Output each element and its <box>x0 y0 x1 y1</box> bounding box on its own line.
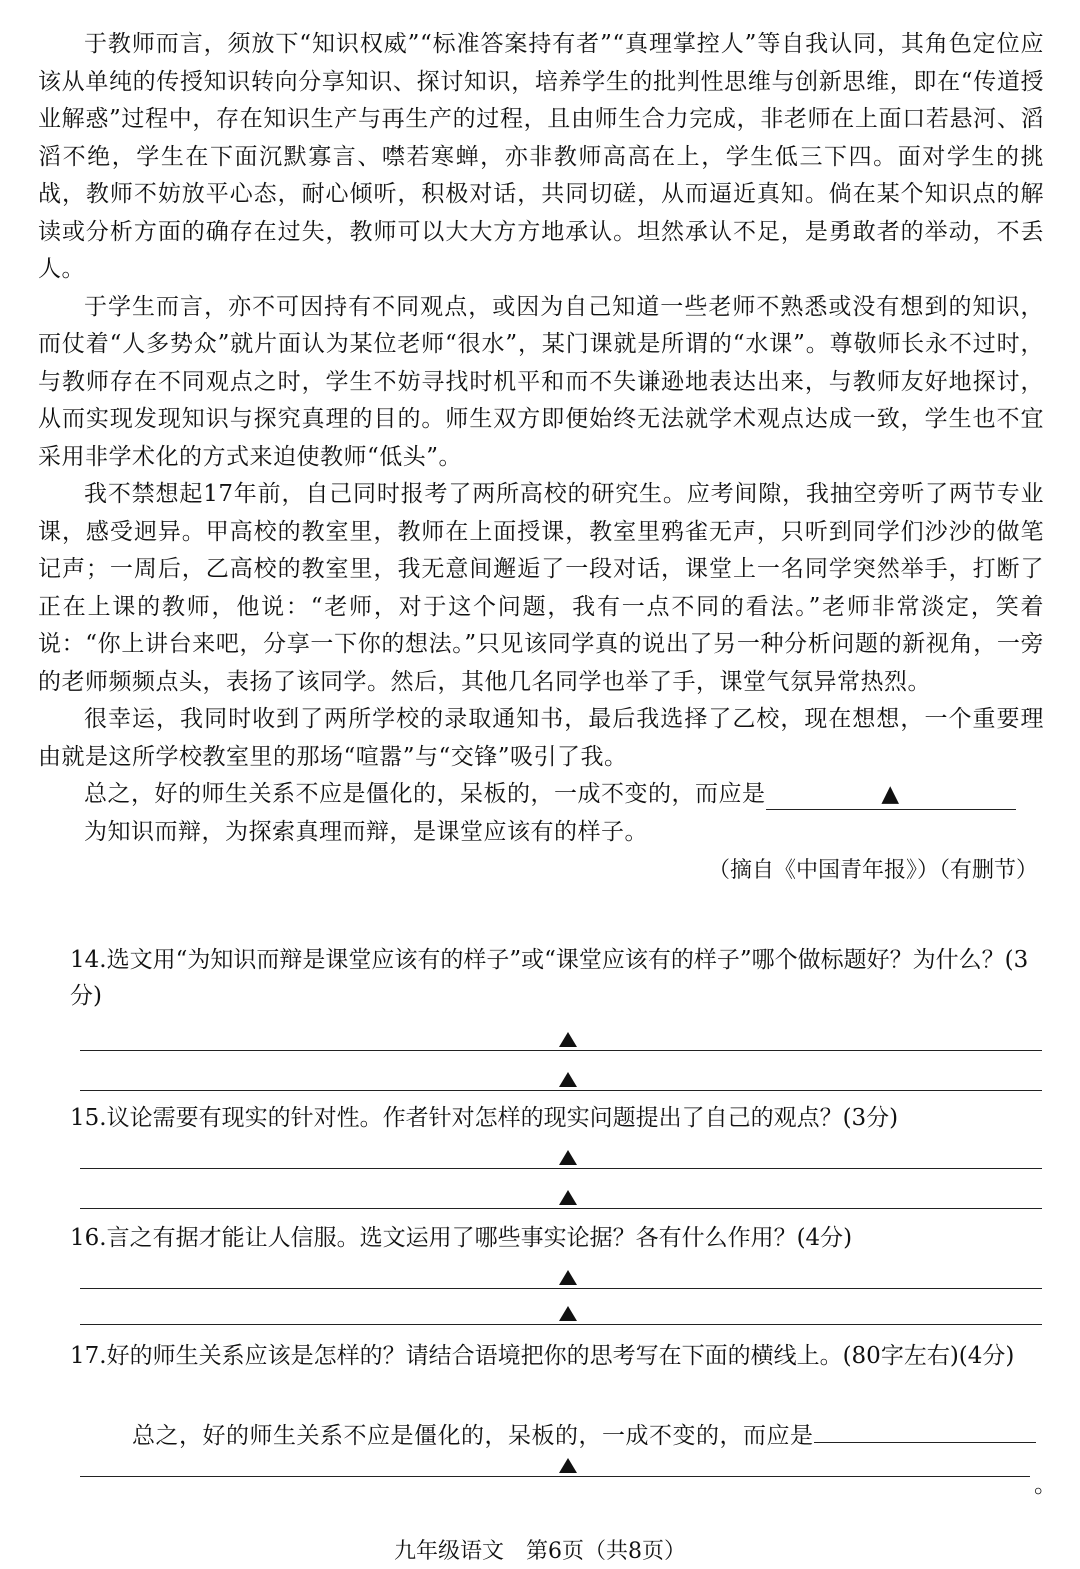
answer-triangle-icon <box>559 1270 577 1285</box>
question-15-number: 15. <box>70 1105 107 1131</box>
question-15-prompt: 议论需要有现实的针对性。作者针对怎样的现实问题提出了自己的观点？(3分) <box>106 1105 899 1131</box>
passage-closing-line: 为知识而辩，为探索真理而辩，是课堂应该有的样子。 <box>84 818 648 845</box>
answer-line-14a[interactable] <box>80 1050 1042 1051</box>
answer-line-14b[interactable] <box>80 1090 1042 1091</box>
conclusion-blank[interactable] <box>766 779 1016 810</box>
question-17-prompt: 好的师生关系应该是怎样的？请结合语境把你的思考写在下面的横线上。(80字左右)(4分) <box>106 1343 1015 1369</box>
question-15-text <box>70 1100 1045 1136</box>
question-14-text <box>70 942 1045 1014</box>
question-14-prompt: 选文用“为知识而辩是课堂应该有的样子”或“课堂应该有的样子”哪个做标题好？为什么？(3分) <box>70 947 1029 1009</box>
question-14 <box>70 942 1045 1014</box>
passage-paragraph-4: 很幸运，我同时收到了两所学校的录取通知书，最后我选择了乙校，现在想想，一个重要理由就是这所学校教室里的那场“喧嚣”与“交锋”吸引了我。 <box>38 706 1044 770</box>
question-15 <box>70 1100 1045 1136</box>
question-17-lead <box>132 1416 1036 1454</box>
answer-triangle-icon <box>559 1150 577 1165</box>
question-16-number: 16. <box>70 1225 107 1251</box>
reading-passage <box>38 26 1044 891</box>
answer-line-15b[interactable] <box>80 1208 1042 1209</box>
answer-triangle-icon <box>559 1458 577 1473</box>
answer-line-16b[interactable] <box>80 1324 1042 1325</box>
passage-paragraph-2: 于学生而言，亦不可因持有不同观点，或因为自己知道一些老师不熟悉或没有想到的知识，而仗着“人多势众”就片面认为某位老师“很水”，某门课就是所谓的“水课”。尊敬师长永不过时，与教师存在不同观点之时，学生不妨寻找时机平和而不失谦逊地表达出来，与教师友好地探讨，从而实现发现知识与探究真理的目的。师生双方即便始终无法就学术观点达成一致，学生也不宜采用非学术化的方式来迫使教师“低头”。 <box>38 293 1044 470</box>
question-17-lead-text: 总之，好的师生关系不应是僵化的，呆板的，一成不变的，而应是 <box>132 1423 814 1449</box>
answer-line-16a[interactable] <box>80 1288 1042 1289</box>
passage-conclusion <box>38 776 1044 814</box>
passage-paragraph-3: 我不禁想起17年前，自己同时报考了两所高校的研究生。应考间隙，我抽空旁听了两节专业课，感受迥异。甲高校的教室里，教师在上面授课，教室里鸦雀无声，只听到同学们沙沙的做笔记声；一周后，乙高校的教室里，我无意间邂逅了一段对话，课堂上一名同学突然举手，打断了正在上课的教师，他说：“老师，对于这个问题，我有一点不同的看法。”老师非常淡定，笑着说：“你上讲台来吧，分享一下你的想法。”只见该同学真的说出了另一种分析问题的新视角，一旁的老师频频点头，表扬了该同学。然后，其他几名同学也举了手，课堂气氛异常热烈。 <box>38 481 1044 695</box>
answer-triangle-icon <box>559 1072 577 1087</box>
answer-triangle-icon <box>559 1190 577 1205</box>
answer-line-17-period: 。 <box>1034 1472 1057 1498</box>
question-17-lead-blank[interactable] <box>814 1416 1036 1443</box>
question-16 <box>70 1220 1045 1256</box>
question-16-text <box>70 1220 1045 1256</box>
blank-triangle-icon: ▲ <box>881 781 900 807</box>
passage-source: （摘自《中国青年报》）（有删节） <box>707 858 1038 883</box>
conclusion-lead: 总之，好的师生关系不应是僵化的，呆板的，一成不变的，而应是 <box>84 781 766 807</box>
question-16-prompt: 言之有据才能让人信服。选文运用了哪些事实论据？各有什么作用？(4分) <box>106 1225 853 1251</box>
passage-paragraph-1: 于教师而言，须放下“知识权威”“标准答案持有者”“真理掌控人”等自我认同，其角色定位应该从单纯的传授知识转向分享知识、探讨知识，培养学生的批判性思维与创新思维，即在“传道授业解惑”过程中，存在知识生产与再生产的过程，且由师生合力完成，非老师在上面口若悬河、滔滔不绝，学生在下面沉默寡言、噤若寒蝉，亦非教师高高在上，学生低三下四。面对学生的挑战，教师不妨放平心态，耐心倾听，积极对话，共同切磋，从而逼近真知。倘在某个知识点的解读或分析方面的确存在过失，教师可以大大方方地承认。坦然承认不足，是勇敢者的举动，不丢人。 <box>38 31 1044 282</box>
question-17-text <box>70 1338 1045 1374</box>
answer-line-17[interactable] <box>80 1476 1030 1477</box>
answer-line-15a[interactable] <box>80 1168 1042 1169</box>
question-14-number: 14. <box>70 947 107 973</box>
answer-triangle-icon <box>559 1032 577 1047</box>
question-17-number: 17. <box>70 1343 107 1369</box>
question-17 <box>70 1338 1045 1374</box>
answer-triangle-icon <box>559 1306 577 1321</box>
page-footer: 九年级语文 第6页（共8页） <box>394 1539 686 1564</box>
